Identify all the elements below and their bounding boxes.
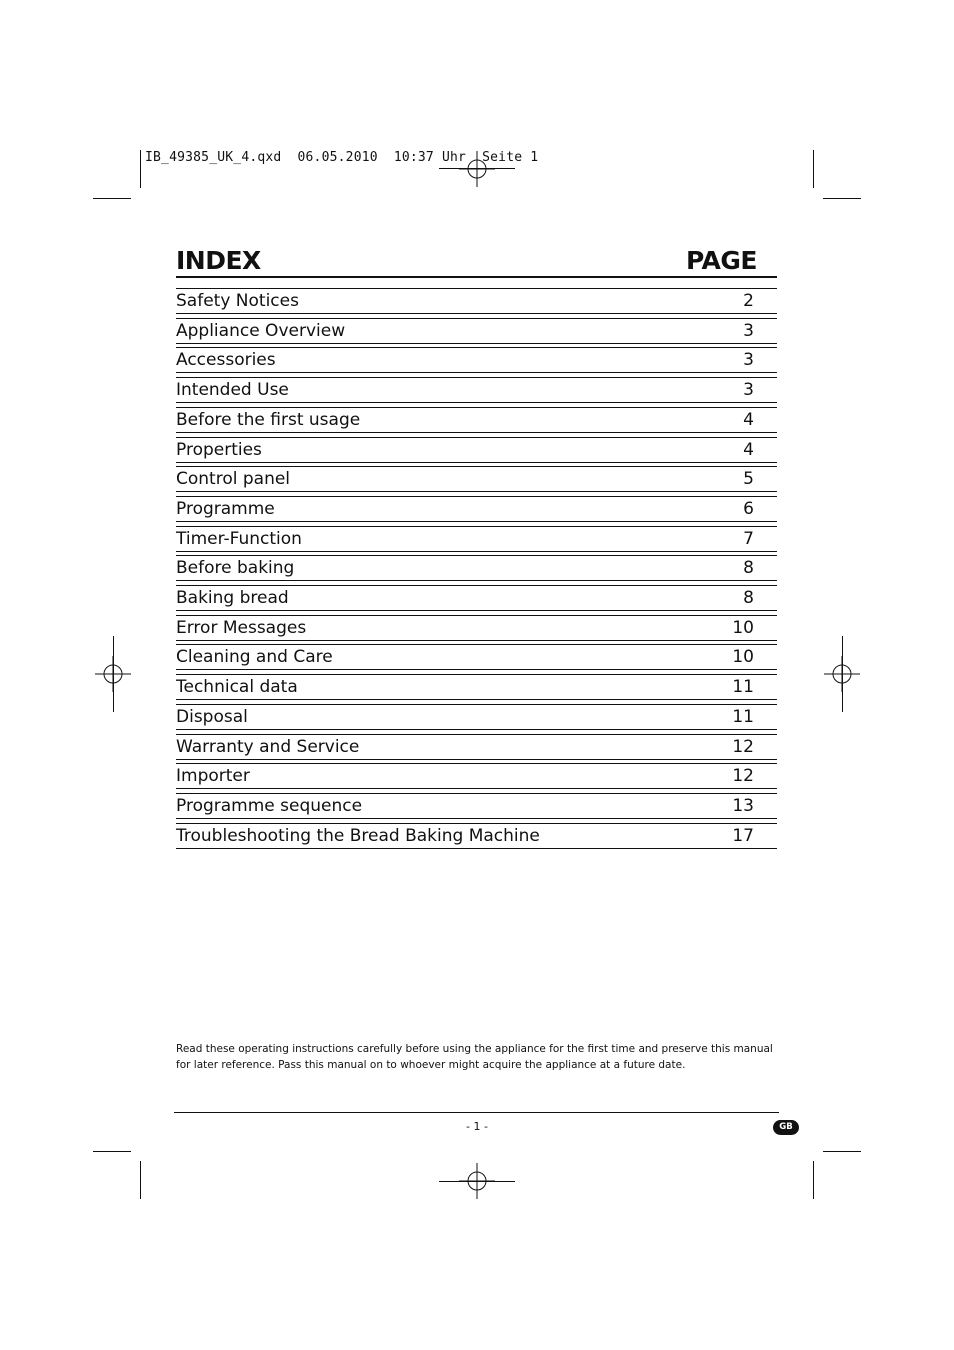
crop-mark xyxy=(813,1161,814,1199)
language-badge: GB xyxy=(773,1120,799,1135)
toc-row xyxy=(176,823,777,849)
page-column-title: PAGE xyxy=(686,246,757,275)
toc-label: Intended Use xyxy=(176,380,289,401)
index-title: INDEX xyxy=(176,246,261,275)
toc-label: Troubleshooting the Bread Baking Machine xyxy=(176,825,540,846)
crop-mark xyxy=(842,636,843,712)
toc-label: Appliance Overview xyxy=(176,320,346,341)
page-number: - 1 - xyxy=(466,1120,488,1133)
toc-page: 11 xyxy=(732,706,754,727)
toc-label: Accessories xyxy=(176,350,276,371)
toc-label: Properties xyxy=(176,439,262,460)
toc-page: 4 xyxy=(743,409,754,430)
toc-page: 8 xyxy=(743,588,754,608)
toc-row xyxy=(176,734,777,760)
toc-label: Cleaning and Care xyxy=(176,647,333,668)
toc-label: Error Messages xyxy=(176,617,307,638)
crop-mark xyxy=(823,1151,861,1152)
file-slug-line: IB_49385_UK_4.qxd 06.05.2010 10:37 Uhr Seite 1 xyxy=(145,150,539,165)
toc-row xyxy=(176,793,777,819)
toc-row xyxy=(176,496,777,522)
toc-label: Safety Notices xyxy=(176,291,299,311)
toc-row xyxy=(176,318,777,344)
toc-page: 7 xyxy=(743,528,754,549)
index-header xyxy=(176,246,777,278)
registration-mark-icon xyxy=(459,151,495,187)
toc-page: 17 xyxy=(732,825,754,846)
toc-row xyxy=(176,674,777,700)
toc-page: 3 xyxy=(743,350,754,371)
toc-page: 12 xyxy=(732,736,754,757)
crop-mark xyxy=(93,198,131,199)
toc-label: Technical data xyxy=(176,677,298,698)
toc-page: 6 xyxy=(743,498,754,519)
toc-row xyxy=(176,466,777,492)
registration-mark-icon xyxy=(459,1163,495,1199)
toc-page: 3 xyxy=(743,380,754,401)
toc-page: 13 xyxy=(732,795,754,816)
crop-mark xyxy=(140,150,141,188)
toc-row xyxy=(176,644,777,670)
toc-page: 11 xyxy=(732,677,754,698)
toc-label: Before the first usage xyxy=(176,409,361,430)
toc-row xyxy=(176,347,777,373)
crop-mark xyxy=(113,636,114,712)
toc-label: Warranty and Service xyxy=(176,736,360,757)
toc-row xyxy=(176,437,777,463)
crop-mark xyxy=(823,198,861,199)
toc-row xyxy=(176,615,777,641)
toc-page: 12 xyxy=(732,766,754,787)
crop-mark xyxy=(93,1151,131,1152)
toc-label: Timer-Function xyxy=(176,528,302,549)
footer-divider xyxy=(174,1112,779,1113)
crop-mark xyxy=(140,1161,141,1199)
toc-row xyxy=(176,407,777,433)
toc-label: Disposal xyxy=(176,706,248,727)
toc-label: Before baking xyxy=(176,558,295,579)
toc-label: Programme sequence xyxy=(176,795,363,816)
toc-label: Importer xyxy=(176,766,250,787)
toc-row xyxy=(176,288,777,314)
toc-row xyxy=(176,585,777,611)
toc-row xyxy=(176,704,777,730)
toc-page: 8 xyxy=(743,558,754,579)
toc-page: 3 xyxy=(743,320,754,341)
toc-row xyxy=(176,555,777,581)
toc-row xyxy=(176,763,777,789)
toc-page: 2 xyxy=(743,291,754,311)
toc-page: 10 xyxy=(732,647,754,668)
toc-row xyxy=(176,377,777,403)
toc-label: Control panel xyxy=(176,469,291,490)
crop-mark xyxy=(813,150,814,188)
instructions-note: Read these operating instructions carefully before using the appliance for the first time and preserve this manual for later reference. Pass this manual on to whoever might acquire the appliance at a future date. xyxy=(176,1043,773,1071)
toc-label: Baking bread xyxy=(176,588,289,608)
toc-row xyxy=(176,526,777,552)
toc-page: 10 xyxy=(732,617,754,638)
toc-page: 5 xyxy=(743,469,754,490)
toc-label: Programme xyxy=(176,498,275,519)
toc-page: 4 xyxy=(743,439,754,460)
